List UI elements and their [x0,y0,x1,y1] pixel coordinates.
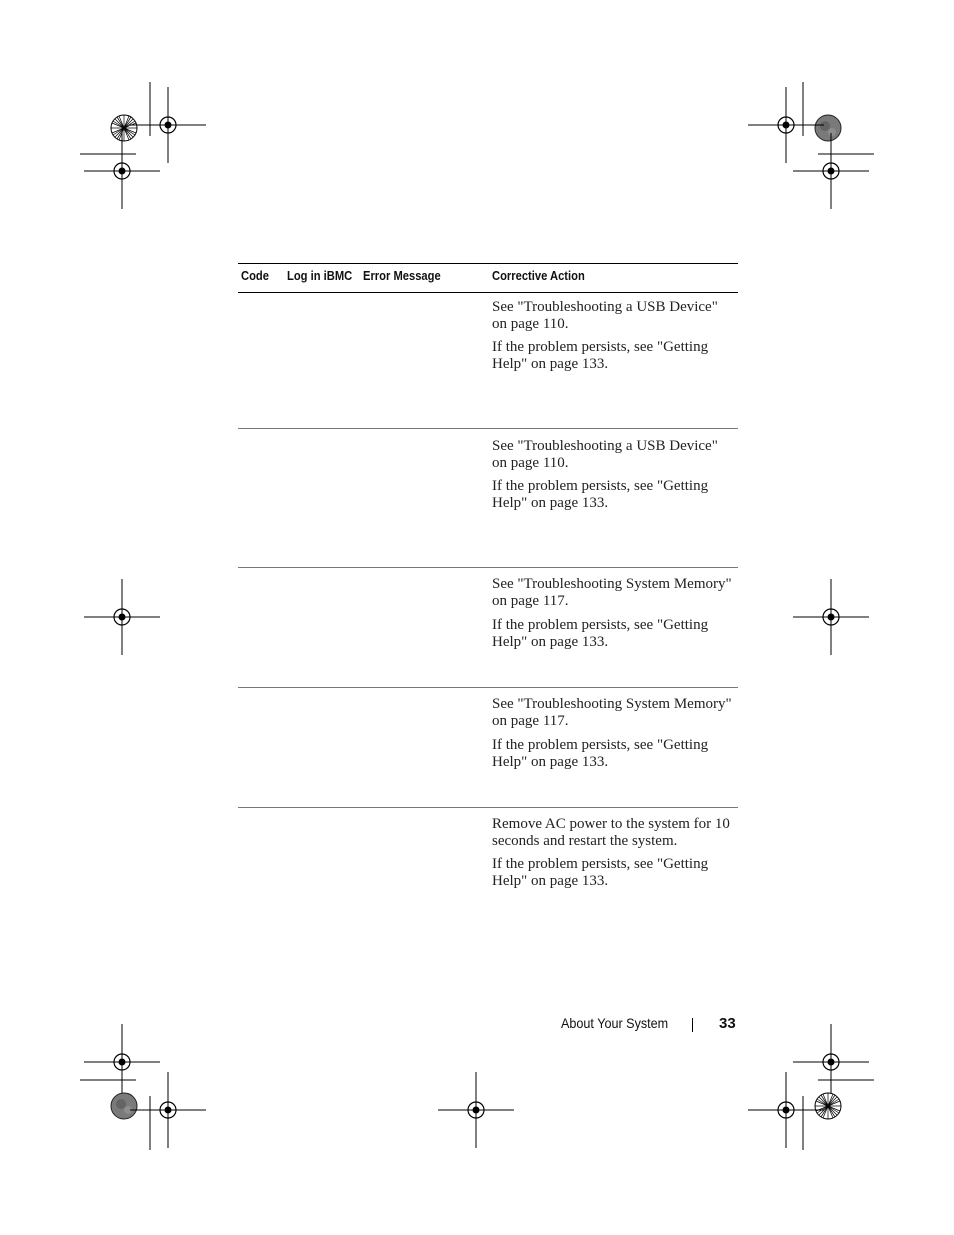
action-paragraph: If the problem persists, see "Getting Help" on page 133. [492,737,709,770]
header-log-in-ibmc: Log in iBMC [287,268,353,283]
table-row [238,429,738,568]
header-error-message: Error Message [363,268,441,283]
action-paragraph: See "Troubleshooting System Memory" on page 117. [492,696,732,729]
page-number: 33 [719,1015,736,1032]
action-paragraph: See "Troubleshooting a USB Device" on page 110. [492,299,718,332]
corrective-action-cell [492,808,732,890]
header-corrective-action: Corrective Action [492,268,585,283]
action-paragraph: If the problem persists, see "Getting Help" on page 133. [492,856,709,889]
corrective-action-cell [492,429,732,512]
table-row [238,293,738,429]
action-paragraph: If the problem persists, see "Getting Help" on page 133. [492,478,709,511]
action-paragraph: See "Troubleshooting a USB Device" on page 110. [492,438,718,471]
action-paragraph: See "Troubleshooting System Memory" on page 117. [492,576,732,609]
header-code: Code [241,268,269,283]
corrective-action-cell [492,293,732,373]
action-paragraph: If the problem persists, see "Getting Help" on page 133. [492,617,709,650]
action-paragraph: If the problem persists, see "Getting Help" on page 133. [492,339,709,372]
table-row [238,688,738,808]
footer-section-title: About Your System [561,1015,669,1031]
footer-separator [692,1018,693,1032]
action-paragraph: Remove AC power to the system for 10 seconds and restart the system. [492,816,730,849]
table-row [238,808,738,908]
corrective-action-cell [492,568,732,651]
table-header [238,263,738,293]
error-code-table [238,263,738,908]
corrective-action-cell [492,688,732,771]
table-row [238,568,738,688]
